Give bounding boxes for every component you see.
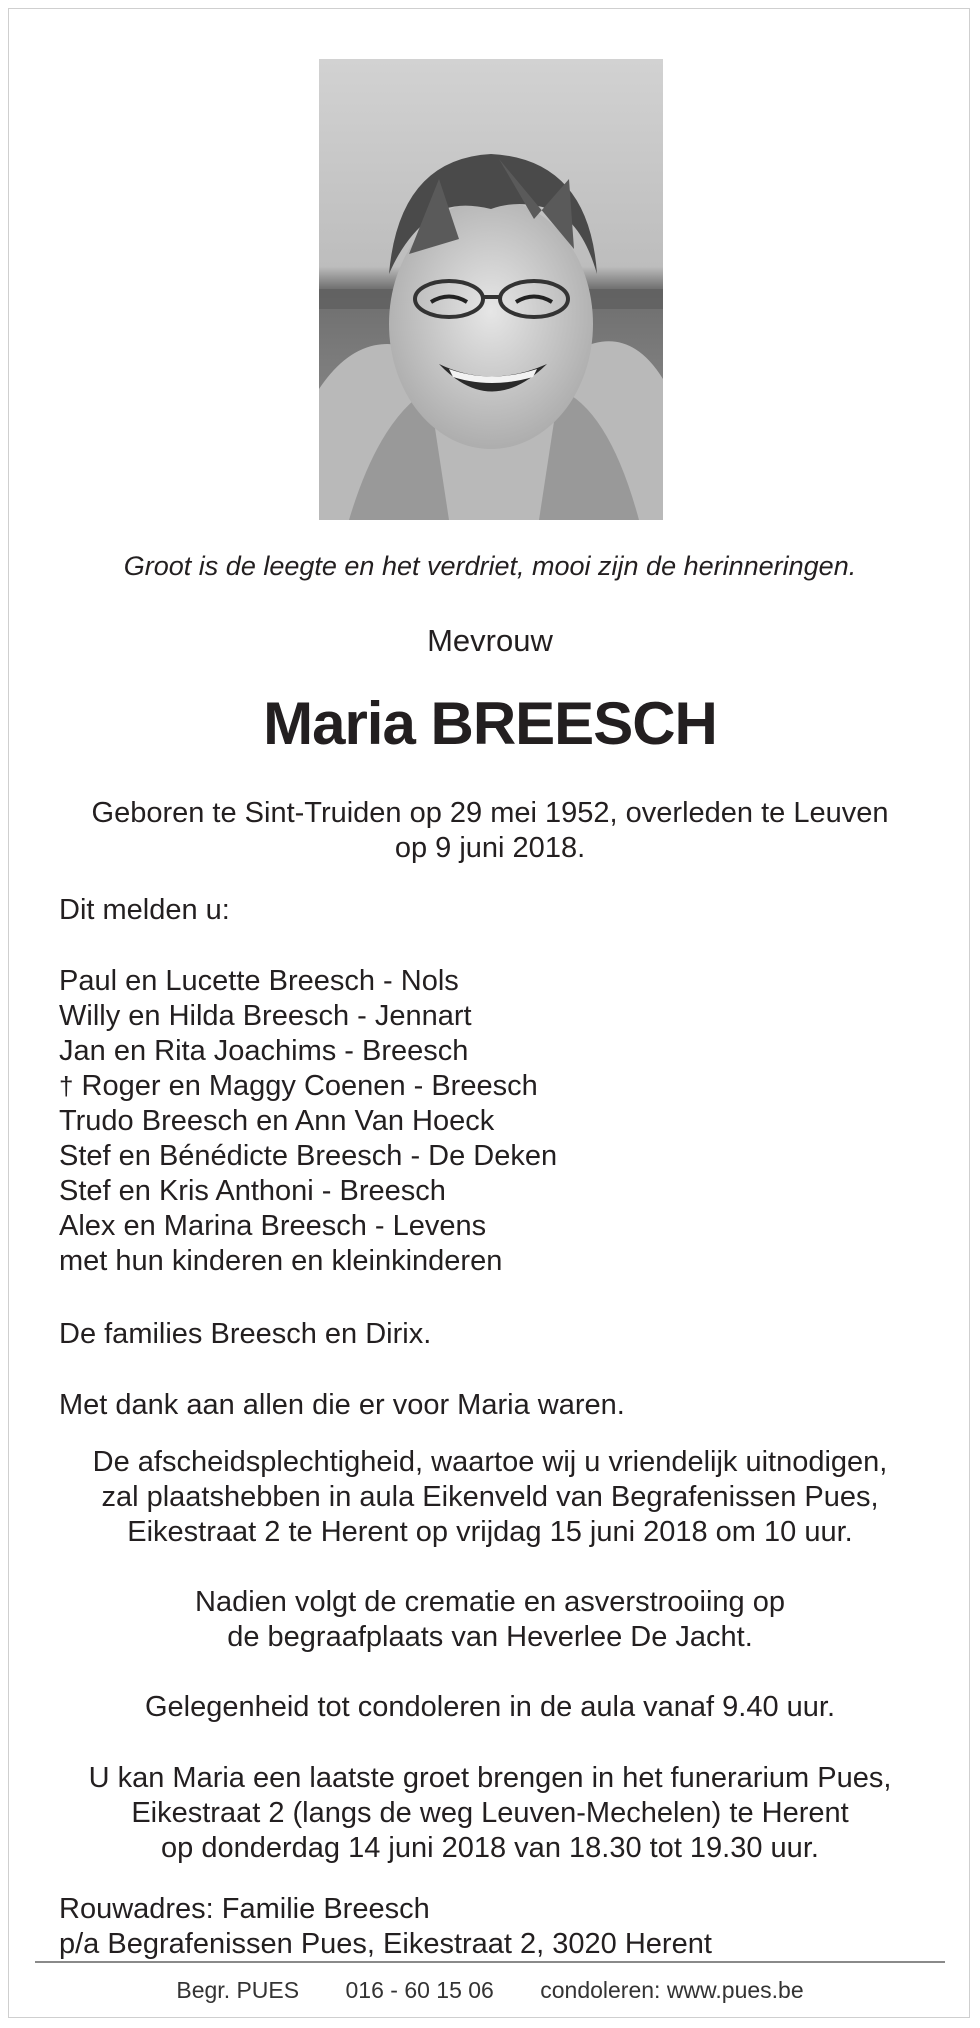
text-line: U kan Maria een laatste groet brengen in het funerarium Pues,	[88, 1762, 892, 1794]
condolences-paragraph: Gelegenheid tot condoleren in de aula vanaf 9.40 uur.	[144, 1691, 836, 1723]
family-member-name: met hun kinderen en kleinkinderen	[59, 1245, 503, 1277]
footer-divider	[35, 1961, 945, 1963]
family-member	[59, 1104, 939, 1139]
family-member	[59, 1174, 939, 1209]
family-member-name: Roger en Maggy Coenen - Breesch	[73, 1070, 538, 1102]
family-member-name: Willy en Hilda Breesch - Jennart	[59, 1000, 472, 1032]
condolences-link[interactable]: condoleren: www.pues.be	[540, 1977, 804, 2003]
undertaker-phone: 016 - 60 15 06	[345, 1977, 494, 2003]
family-member-name: Trudo Breesch en Ann Van Hoeck	[59, 1105, 495, 1137]
portrait-illustration	[319, 59, 663, 520]
footer	[9, 1977, 971, 2004]
family-member	[59, 999, 939, 1034]
family-list	[59, 964, 939, 1279]
obituary-card	[8, 8, 970, 2018]
text-line: Geboren te Sint-Truiden op 29 mei 1952, overleden te Leuven	[91, 797, 889, 829]
text-line: Eikestraat 2 (langs de weg Leuven-Mechelen) te Herent	[131, 1797, 849, 1829]
text-line: Nadien volgt de crematie en asverstrooiing op	[195, 1586, 785, 1618]
text-line: op 9 juni 2018.	[394, 832, 586, 864]
family-member	[59, 1244, 939, 1279]
mourning-address	[59, 1892, 939, 1962]
deceased-name: Maria BREESCH	[263, 690, 717, 757]
families-line: De families Breesch en Dirix.	[59, 1318, 432, 1350]
thanks-line: Met dank aan allen die er voor Maria waren.	[59, 1389, 625, 1421]
ceremony-paragraph	[9, 1445, 971, 1550]
announcement-intro: Dit melden u:	[59, 894, 230, 926]
family-member-name: Stef en Kris Anthoni - Breesch	[59, 1175, 446, 1207]
deceased-cross-icon: †	[59, 1071, 74, 1101]
text-line: De afscheidsplechtigheid, waartoe wij u vriendelijk uitnodigen,	[92, 1446, 888, 1478]
family-member-name: Alex en Marina Breesch - Levens	[59, 1210, 487, 1242]
text-line: Rouwadres: Familie Breesch	[59, 1893, 430, 1925]
family-member-name: Paul en Lucette Breesch - Nols	[59, 965, 459, 997]
undertaker-name: Begr. PUES	[176, 1977, 300, 2003]
memorial-quote: Groot is de leegte en het verdriet, mooi zijn de herinneringen.	[123, 551, 857, 581]
family-member-name: Jan en Rita Joachims - Breesch	[59, 1035, 469, 1067]
family-member	[59, 964, 939, 999]
text-line: p/a Begrafenissen Pues, Eikestraat 2, 3020 Herent	[59, 1928, 712, 1960]
family-member	[59, 1139, 939, 1174]
text-line: de begraafplaats van Heverlee De Jacht.	[227, 1621, 753, 1653]
text-line: zal plaatshebben in aula Eikenveld van Begrafenissen Pues,	[101, 1481, 879, 1513]
text-line: Eikestraat 2 te Herent op vrijdag 15 juni 2018 om 10 uur.	[127, 1516, 853, 1548]
family-member	[59, 1209, 939, 1244]
text-line: op donderdag 14 juni 2018 van 18.30 tot 19.30 uur.	[161, 1832, 819, 1864]
birth-death-paragraph	[9, 796, 971, 866]
honorific-title: Mevrouw	[427, 623, 553, 658]
family-member-name: Stef en Bénédicte Breesch - De Deken	[59, 1140, 558, 1172]
visitation-paragraph	[9, 1761, 971, 1866]
portrait-photo	[319, 59, 663, 520]
cremation-paragraph	[9, 1585, 971, 1655]
family-member	[59, 1034, 939, 1069]
family-member	[59, 1069, 939, 1104]
